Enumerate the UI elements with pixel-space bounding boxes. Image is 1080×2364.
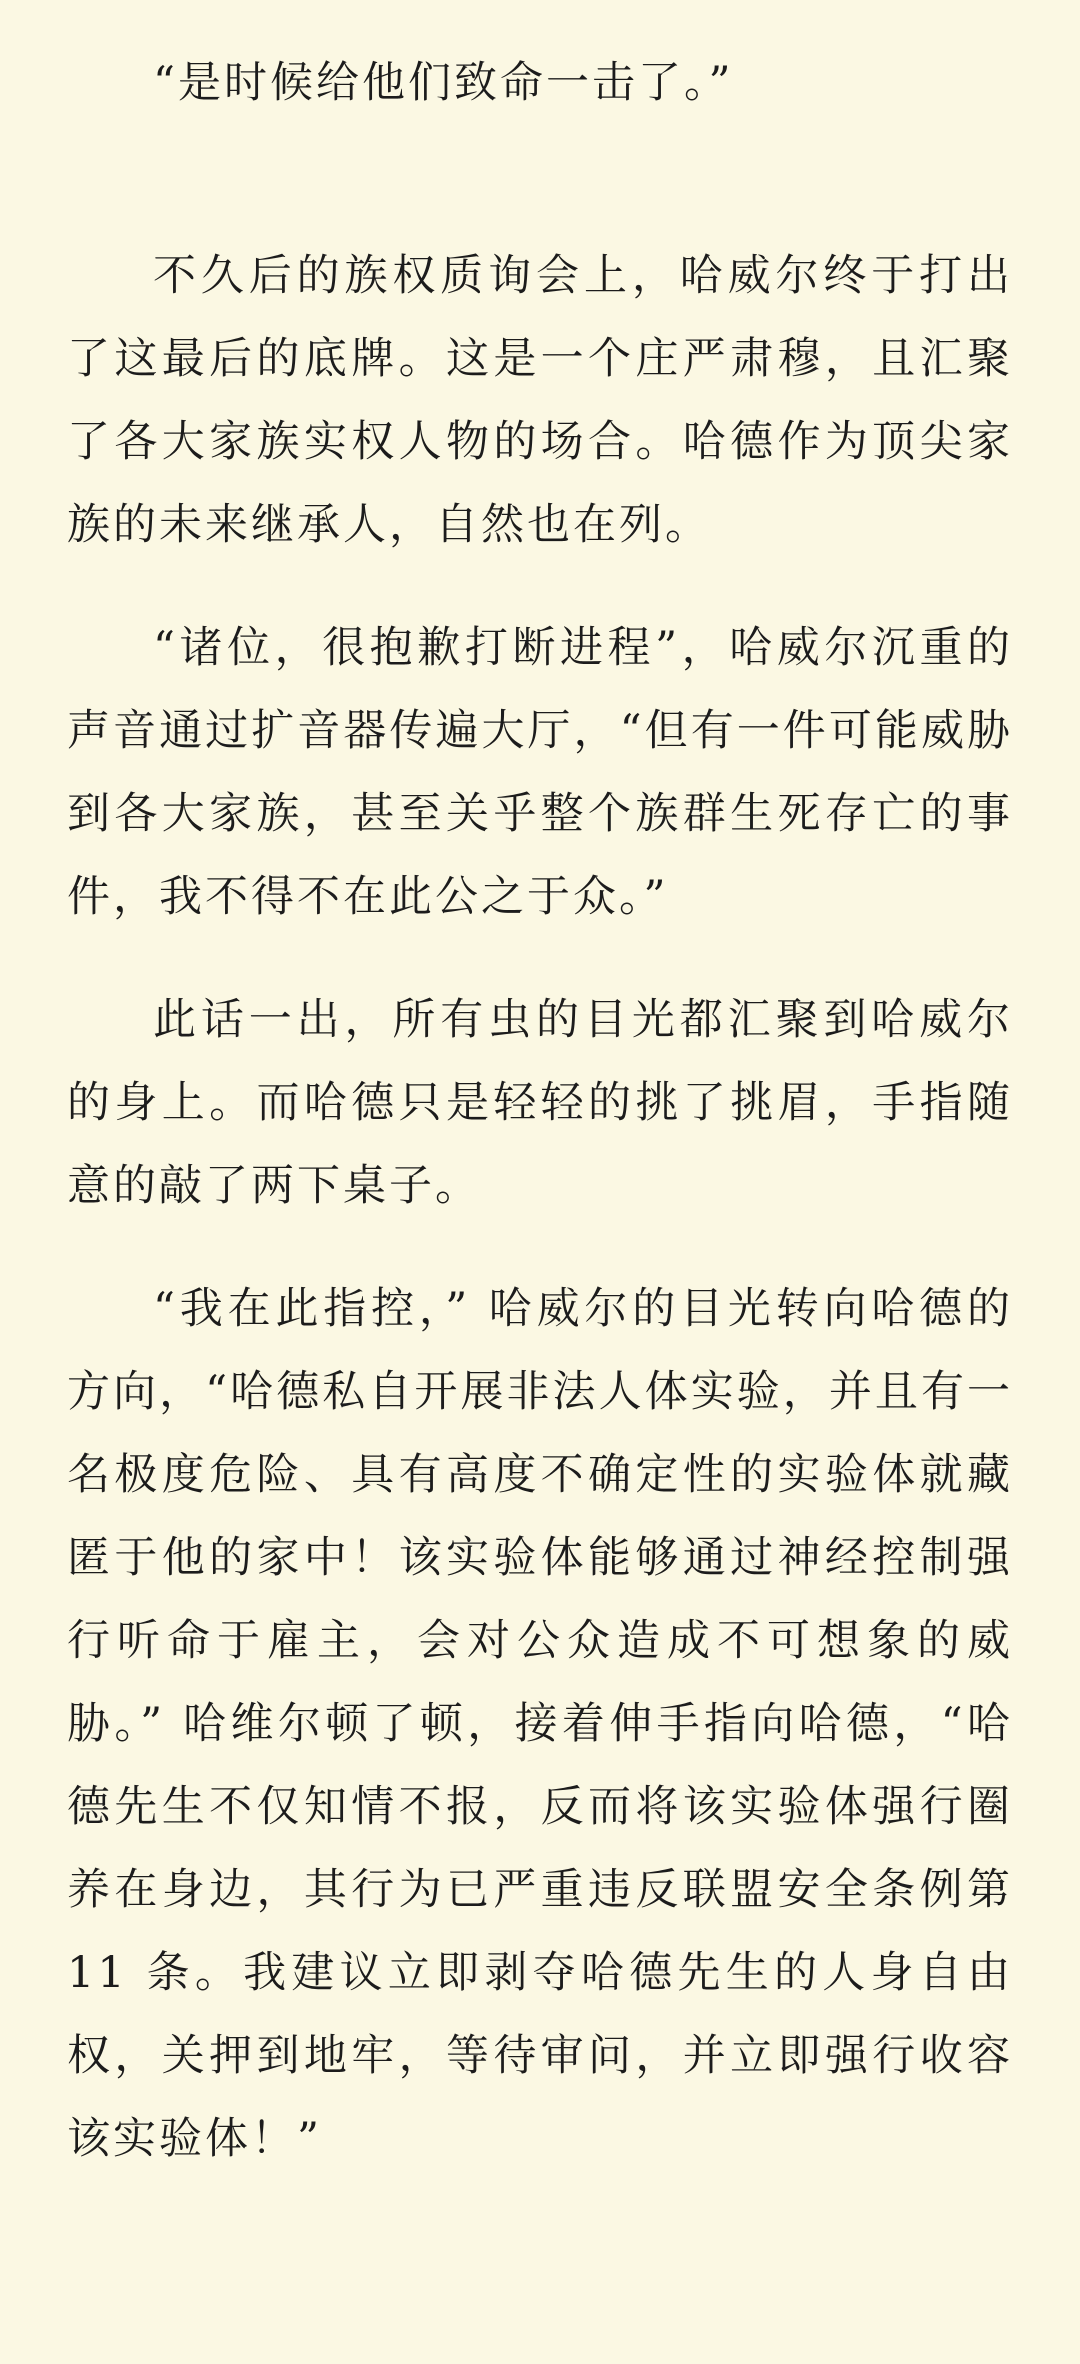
paragraph-1: “是时候给他们致命一击了。” [153,58,734,108]
paragraph-spacer [67,1228,1013,1268]
paragraph-5: “我在此指控，” 哈威尔的目光转向哈德的方向，“哈德私自开展非法人体实验，并且有一名极度危险、具有高度不确定性的实验体就藏匿于他的家中！该实验体能够通过神经控制强行听命于雇主，会对公众造成不可想象的威胁。” 哈维尔顿了顿，接着伸手指向哈德，“哈德先生不仅知情不报，反而将该实验体强行圈养在身边，其行为已严重违反联盟安全条例第 11 条。我建议立即剥夺哈德先生的人身自由权，关押到地牢，等待审问，并立即强行收容该实验体！” [67,1284,1013,2164]
paragraph-4: 此话一出，所有虫的目光都汇聚到哈威尔的身上。而哈德只是轻轻的挑了挑眉，手指随意的敲了两下桌子。 [67,995,1013,1211]
paragraph-2: 不久后的族权质询会上，哈威尔终于打出了这最后的底牌。这是一个庄严肃穆，且汇聚了各大家族实权人物的场合。哈德作为顶尖家族的未来继承人，自然也在列。 [67,251,1013,550]
paragraph-spacer [67,567,1013,607]
paragraph-spacer [67,125,1013,235]
paragraph-spacer [67,939,1013,979]
paragraph-3: “诸位，很抱歉打断进程”，哈威尔沉重的声音通过扩音器传遍大厅，“但有一件可能威胁到各大家族，甚至关乎整个族群生死存亡的事件，我不得不在此公之于众。” [67,623,1013,922]
